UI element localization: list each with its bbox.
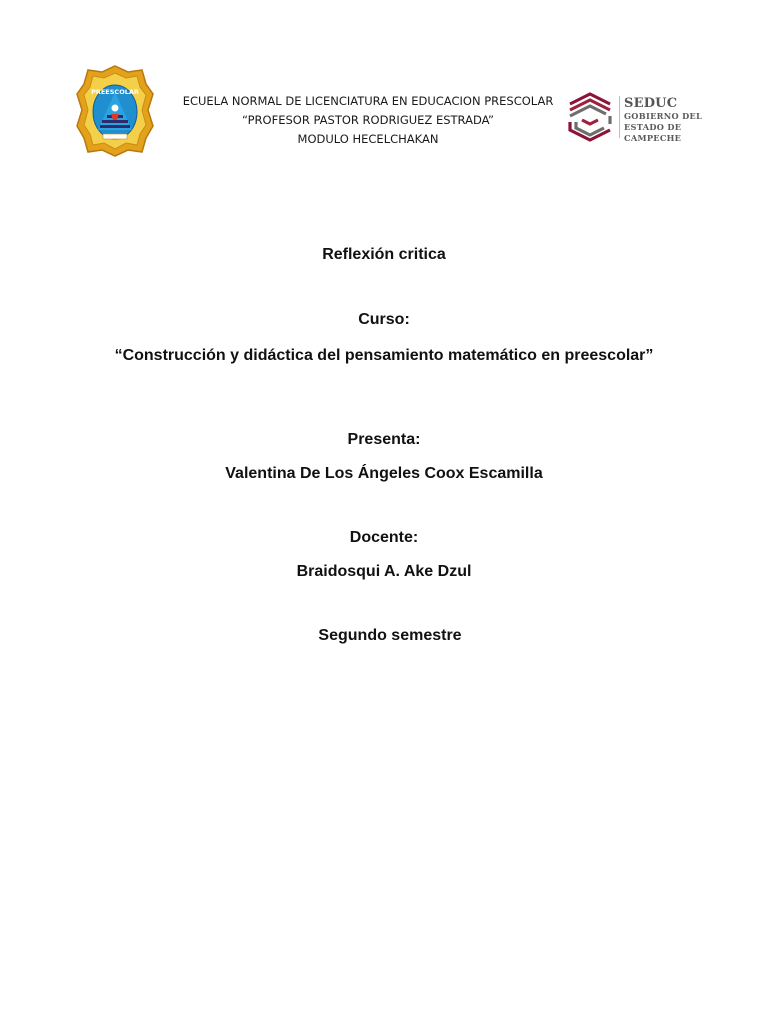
- seduc-emblem-icon: [566, 90, 616, 146]
- header-line-2: “PROFESOR PASTOR RODRIGUEZ ESTRADA”: [242, 113, 494, 127]
- teacher-label: Docente:: [349, 529, 419, 546]
- course-label: Curso:: [358, 311, 410, 328]
- seduc-text: [624, 96, 736, 144]
- document-title: Reflexión critica: [322, 246, 446, 263]
- crest-lettering: PREESCOLAR: [91, 88, 139, 96]
- course-name: “Construcción y didáctica del pensamiento matemático en preescolar”: [114, 347, 654, 364]
- teacher-name: Braidosqui A. Ake Dzul: [296, 563, 472, 580]
- semester: Segundo semestre: [318, 627, 462, 644]
- seduc-name: SEDUC: [624, 96, 678, 111]
- seduc-subtitle: GOBIERNO DEL ESTADO DE CAMPECHE: [624, 111, 703, 143]
- logo-divider: [619, 96, 620, 138]
- school-crest-icon: [76, 64, 154, 158]
- school-header: [160, 92, 576, 149]
- presenter-name: Valentina De Los Ángeles Coox Escamilla: [225, 465, 543, 482]
- presenter-label: Presenta:: [347, 431, 421, 448]
- header-line-3: MODULO HECELCHAKAN: [297, 132, 439, 146]
- header-line-1: ECUELA NORMAL DE LICENCIATURA EN EDUCACION PRESCOLAR: [182, 94, 554, 108]
